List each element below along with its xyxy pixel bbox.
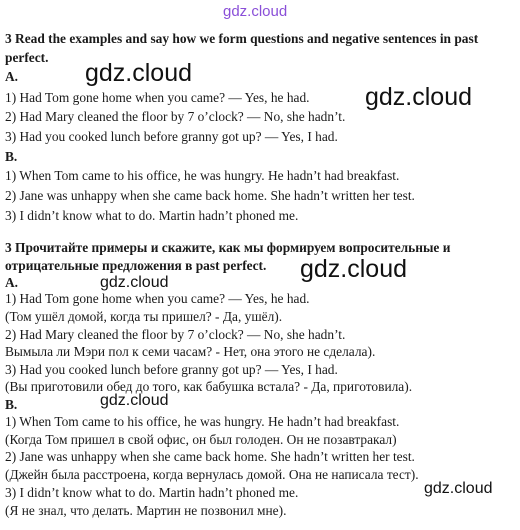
translation-line: (Я не знал, что делать. Мартин не позвонил мне). <box>5 503 287 518</box>
translation-line: (Джейн была расстроена, когда вернулась домой. Она не написала тест). <box>5 467 419 482</box>
section-b-label: B. <box>5 149 18 164</box>
example-line: 1) Had Tom gone home when you came? — Yes, he had. <box>5 90 310 105</box>
section-a-label: A. <box>5 275 19 290</box>
section-a-label: A. <box>5 69 19 84</box>
example-line: 3) Had you cooked lunch before granny got up? — Yes, I had. <box>5 129 338 144</box>
watermark: gdz.cloud <box>424 480 493 497</box>
exercise-heading-ru: 3 Прочитайте примеры и скажите, как мы формируем вопросительные и <box>5 240 451 255</box>
exercise-heading-ru: отрицательные предложения в past perfect. <box>5 258 267 273</box>
example-line: 1) Had Tom gone home when you came? — Yes, he had. <box>5 291 310 306</box>
watermark: gdz.cloud <box>365 83 473 111</box>
watermark: gdz.cloud <box>85 59 193 87</box>
watermark: gdz.cloud <box>100 392 169 409</box>
example-line: 1) When Tom came to his office, he was hungry. He hadn’t had breakfast. <box>5 414 400 429</box>
translation-line: Вымыла ли Мэри пол к семи часам? - Нет, она этого не сделала). <box>5 344 376 359</box>
example-line: 2) Jane was unhappy when she came back home. She hadn’t written her test. <box>5 449 415 464</box>
example-line: 3) I didn’t know what to do. Martin hadn’t phoned me. <box>5 485 299 500</box>
section-b-label: B. <box>5 397 18 412</box>
exercise-heading: 3 Read the examples and say how we form questions and negative sentences in past perfect. <box>5 31 479 65</box>
translation-line: (Когда Том пришел в свой офис, он был голоден. Он не позавтракал) <box>5 432 397 447</box>
example-line: 2) Jane was unhappy when she came back home. She hadn’t written her test. <box>5 188 415 203</box>
watermark: gdz.cloud <box>100 274 169 291</box>
example-line: 1) When Tom came to his office, he was hungry. He hadn’t had breakfast. <box>5 168 400 183</box>
example-line: 2) Had Mary cleaned the floor by 7 o’clock? — No, she hadn’t. <box>5 327 346 342</box>
translation-line: (Том ушёл домой, когда ты пришел? - Да, ушёл). <box>5 309 283 324</box>
example-line: 3) I didn’t know what to do. Martin hadn’t phoned me. <box>5 208 299 223</box>
translation-line: (Вы приготовили обед до того, как бабушка встала? - Да, приготовила). <box>5 379 413 394</box>
example-line: 3) Had you cooked lunch before granny got up? — Yes, I had. <box>5 362 338 377</box>
watermark: gdz.cloud <box>300 255 408 283</box>
watermark-top: gdz.cloud <box>223 3 288 20</box>
example-line: 2) Had Mary cleaned the floor by 7 o’clock? — No, she hadn’t. <box>5 109 346 124</box>
